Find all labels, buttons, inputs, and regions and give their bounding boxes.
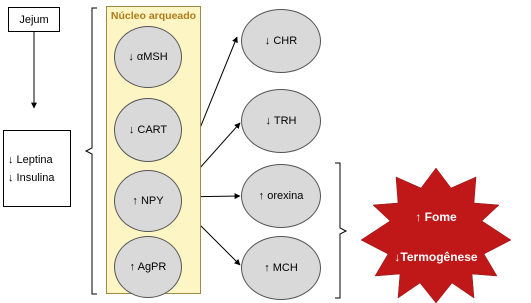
- hormones-box: [3, 130, 71, 207]
- node-mch: ↑ MCH: [241, 236, 321, 300]
- nucleus-title: Núcleo arqueado: [110, 10, 197, 22]
- leptina-label: ↓ Leptina: [8, 153, 53, 166]
- node-chr: ↓ CHR: [241, 9, 321, 73]
- bracket-nucleus: [86, 8, 97, 294]
- node-npy: ↑ NPY: [114, 170, 182, 232]
- outcome-fome: ↑ Fome: [415, 210, 457, 224]
- node-agpr: ↑ AgPR: [114, 236, 182, 298]
- outcome-termogenese: ↓Termogênese: [394, 250, 478, 264]
- node-trh: ↓ TRH: [241, 89, 321, 153]
- jejum-box: [8, 7, 60, 32]
- bracket-targets: [335, 163, 346, 298]
- node-orexina: ↑ orexina: [241, 164, 321, 228]
- jejum-label: Jejum: [19, 13, 49, 26]
- node-amsh: ↓ αMSH: [114, 26, 182, 88]
- insulina-label: ↓ Insulina: [8, 171, 55, 184]
- outcome-burst-shape: [361, 168, 511, 303]
- node-cart: ↓ CART: [114, 98, 182, 162]
